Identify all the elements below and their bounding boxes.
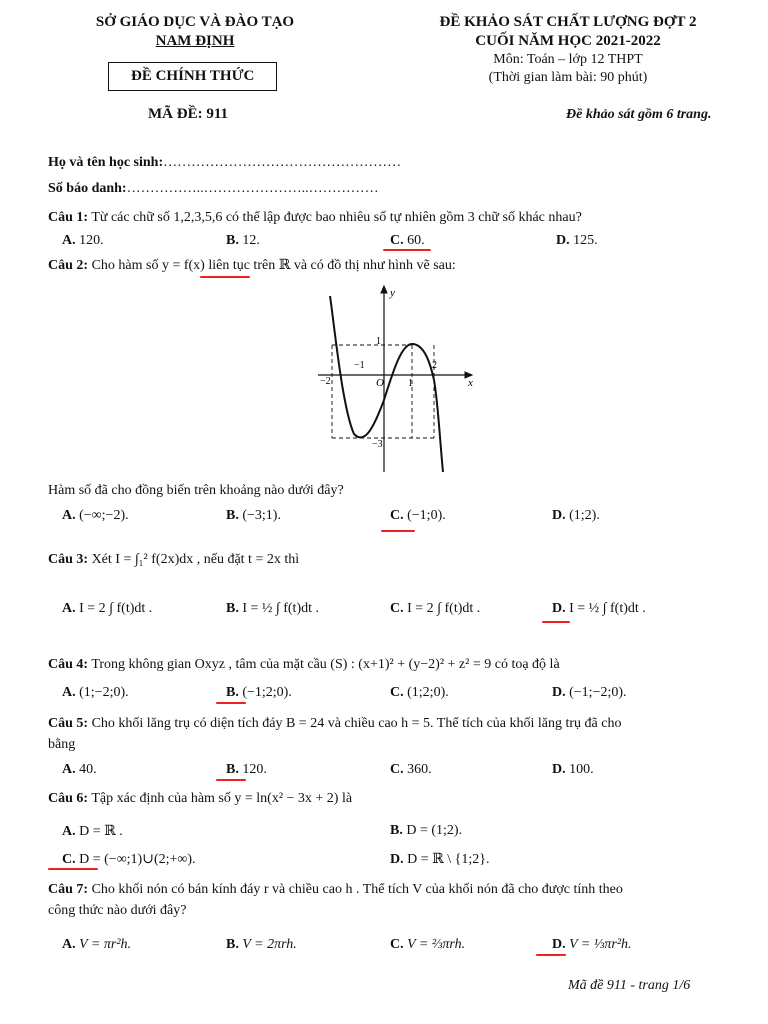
function-graph: [312, 282, 482, 474]
student-name-dots: ……………………………………………: [163, 155, 402, 170]
student-name-row: [48, 155, 401, 171]
option-letter: B.: [390, 823, 403, 838]
question-7: [48, 882, 623, 898]
student-name-label: Họ và tên học sinh:: [48, 155, 164, 170]
option-text: (−1;2;0).: [242, 685, 292, 700]
option-text: (−∞;−2).: [79, 508, 129, 523]
option-text: 12.: [242, 233, 260, 248]
province-name: NAM ĐỊNH: [155, 33, 235, 49]
option-letter: A.: [62, 233, 76, 248]
option-c[interactable]: [390, 233, 425, 249]
option-a[interactable]: [62, 762, 97, 778]
option-a[interactable]: [62, 685, 129, 701]
exam-code: MÃ ĐỀ: 911: [148, 106, 228, 122]
question-label: Câu 5:: [48, 716, 89, 731]
option-letter: D.: [556, 233, 570, 248]
option-b[interactable]: [226, 762, 267, 778]
option-text: V = ⅔πrh.: [407, 937, 466, 952]
tick-minus-1: −1: [354, 360, 365, 371]
option-d[interactable]: [552, 762, 594, 778]
option-letter: D.: [552, 508, 566, 523]
option-text: 120.: [242, 762, 267, 777]
tick-minus-2: −2: [320, 376, 331, 387]
question-text: Từ các chữ số 1,2,3,5,6 có thể lập được bao nhiêu số tự nhiên gồm 3 chữ số khác nhau?: [91, 210, 582, 225]
function-curve: [330, 296, 443, 472]
option-letter: A.: [62, 762, 76, 777]
answer-mark: [383, 249, 431, 251]
option-text: (−3;1).: [242, 508, 281, 523]
option-text: (1;−2;0).: [79, 685, 129, 700]
option-letter: D.: [552, 601, 566, 616]
option-a[interactable]: [62, 601, 152, 617]
answer-mark: [216, 702, 246, 704]
option-c[interactable]: [390, 508, 446, 524]
question-6: [48, 791, 352, 807]
option-text: V = ⅓πr²h.: [569, 937, 632, 952]
option-letter: B.: [226, 233, 239, 248]
option-c[interactable]: [390, 762, 432, 778]
option-letter: C.: [62, 852, 76, 867]
option-a[interactable]: [62, 823, 123, 840]
answer-mark: [48, 868, 98, 870]
option-text: I = 2 ∫ f(t)dt .: [407, 601, 481, 616]
question-7-continued: công thức nào dưới đây?: [48, 903, 187, 918]
option-letter: C.: [390, 937, 404, 952]
option-c[interactable]: [390, 601, 480, 617]
option-text: I = 2 ∫ f(t)dt .: [79, 601, 153, 616]
option-letter: C.: [390, 685, 404, 700]
exam-title: ĐỀ KHẢO SÁT CHẤT LƯỢNG ĐỢT 2: [439, 14, 697, 30]
option-text: 360.: [407, 762, 432, 777]
answer-mark: [536, 954, 566, 956]
option-letter: A.: [62, 601, 76, 616]
option-d[interactable]: [552, 685, 627, 701]
option-text: 60.: [407, 233, 425, 248]
question-label: Câu 3:: [48, 552, 89, 567]
student-id-row: [48, 181, 379, 197]
subject-line: Môn: Toán – lớp 12 THPT: [493, 52, 643, 67]
option-a[interactable]: [62, 233, 104, 249]
option-b[interactable]: [390, 823, 462, 839]
question-text: Cho khối lăng trụ có diện tích đáy B = 24 và chiều cao h = 5. Thể tích của khối lăng trụ đã cho: [91, 716, 622, 731]
option-text: I = ½ ∫ f(t)dt .: [242, 601, 320, 616]
question-text: Cho hàm số y = f(x) liên tục trên ℝ và có đồ thị như hình vẽ sau:: [91, 258, 456, 273]
option-c[interactable]: [62, 851, 196, 868]
option-b[interactable]: [226, 601, 319, 617]
x-axis-label: x: [468, 377, 473, 389]
option-a[interactable]: [62, 508, 129, 524]
y-axis-arrow: [381, 286, 387, 293]
page-footer: Mã đề 911 - trang 1/6: [568, 978, 691, 993]
question-3: [48, 552, 299, 568]
question-1: [48, 210, 582, 226]
option-text: 100.: [569, 762, 594, 777]
option-b[interactable]: [226, 508, 281, 524]
option-text: I = ½ ∫ f(t)dt .: [569, 601, 646, 616]
option-letter: B.: [226, 762, 239, 777]
option-c[interactable]: [390, 937, 465, 953]
question-2: [48, 257, 456, 274]
official-stamp-box: ĐỀ CHÍNH THỨC: [108, 62, 277, 91]
question-label: Câu 4:: [48, 657, 89, 672]
question-label: Câu 1:: [48, 210, 89, 225]
highlight-mark: [200, 276, 250, 278]
question-text: Cho khối nón có bán kính đáy r và chiều cao h . Thể tích V của khối nón đã cho được tính theo: [91, 882, 623, 897]
student-id-label: Số báo danh:: [48, 181, 127, 196]
option-d[interactable]: [556, 233, 598, 249]
question-label: Câu 6:: [48, 791, 89, 806]
department-name: SỞ GIÁO DỤC VÀ ĐÀO TẠO: [95, 14, 295, 30]
school-year: CUỐI NĂM HỌC 2021-2022: [475, 33, 661, 49]
tick-y-1: 1: [376, 336, 381, 347]
option-letter: D.: [390, 852, 404, 867]
tick-1: 1: [408, 378, 413, 389]
option-letter: B.: [226, 937, 239, 952]
option-letter: A.: [62, 824, 76, 839]
question-4: [48, 657, 560, 673]
option-text: D = ℝ .: [79, 824, 123, 839]
option-text: D = (1;2).: [406, 823, 463, 838]
option-text: D = (−∞;1)∪(2;+∞).: [79, 852, 196, 867]
option-letter: A.: [62, 937, 76, 952]
option-letter: C.: [390, 233, 404, 248]
option-text: 120.: [79, 233, 104, 248]
question-text: Xét I = ∫₁² f(2x)dx , nếu đặt t = 2x thì: [91, 552, 300, 567]
option-d[interactable]: [552, 937, 632, 953]
option-b[interactable]: [226, 937, 297, 953]
option-text: V = 2πrh.: [242, 937, 297, 952]
option-text: 125.: [573, 233, 598, 248]
question-label: Câu 7:: [48, 882, 89, 897]
option-letter: C.: [390, 601, 404, 616]
option-text: V = πr²h.: [79, 937, 132, 952]
question-label: Câu 2:: [48, 258, 89, 273]
option-letter: D.: [552, 762, 566, 777]
question-5: [48, 716, 621, 732]
option-text: (1;2;0).: [407, 685, 449, 700]
option-letter: D.: [552, 685, 566, 700]
y-axis-label: y: [390, 287, 395, 299]
option-c[interactable]: [390, 685, 449, 701]
option-text: 40.: [79, 762, 97, 777]
option-a[interactable]: [62, 937, 131, 953]
question-text: Trong không gian Oxyz , tâm của mặt cầu (S) : (x+1)² + (y−2)² + z² = 9 có toạ độ là: [91, 657, 560, 672]
option-d[interactable]: [390, 851, 489, 868]
option-text: (−1;−2;0).: [569, 685, 627, 700]
option-letter: A.: [62, 685, 76, 700]
option-letter: C.: [390, 762, 404, 777]
option-letter: C.: [390, 508, 404, 523]
option-d[interactable]: [552, 601, 646, 617]
option-b[interactable]: [226, 685, 292, 701]
option-letter: B.: [226, 685, 239, 700]
guide-lines: [332, 345, 434, 438]
option-text: (1;2).: [569, 508, 600, 523]
option-letter: B.: [226, 508, 239, 523]
origin-label: O: [376, 377, 384, 389]
option-text: D = ℝ \ {1;2}.: [407, 852, 490, 867]
pages-note: Đề khảo sát gồm 6 trang.: [566, 107, 712, 122]
option-letter: D.: [552, 937, 566, 952]
tick-2: 2: [432, 360, 437, 371]
option-text: (−1;0).: [407, 508, 446, 523]
answer-mark: [381, 530, 415, 532]
tick-y-minus-3: −3: [372, 439, 383, 450]
option-letter: A.: [62, 508, 76, 523]
student-id-dots: ……………..…………………..……………: [126, 181, 379, 196]
question-text: Tập xác định của hàm số y = ln(x² − 3x + 2) là: [91, 791, 353, 806]
answer-mark: [542, 621, 570, 623]
question-5-continued: bằng: [48, 737, 76, 752]
option-b[interactable]: [226, 233, 260, 249]
option-letter: B.: [226, 601, 239, 616]
time-line: (Thời gian làm bài: 90 phút): [488, 70, 648, 85]
answer-mark: [216, 779, 246, 781]
question-2-prompt: Hàm số đã cho đồng biến trên khoảng nào dưới đây?: [48, 483, 344, 498]
option-d[interactable]: [552, 508, 600, 524]
